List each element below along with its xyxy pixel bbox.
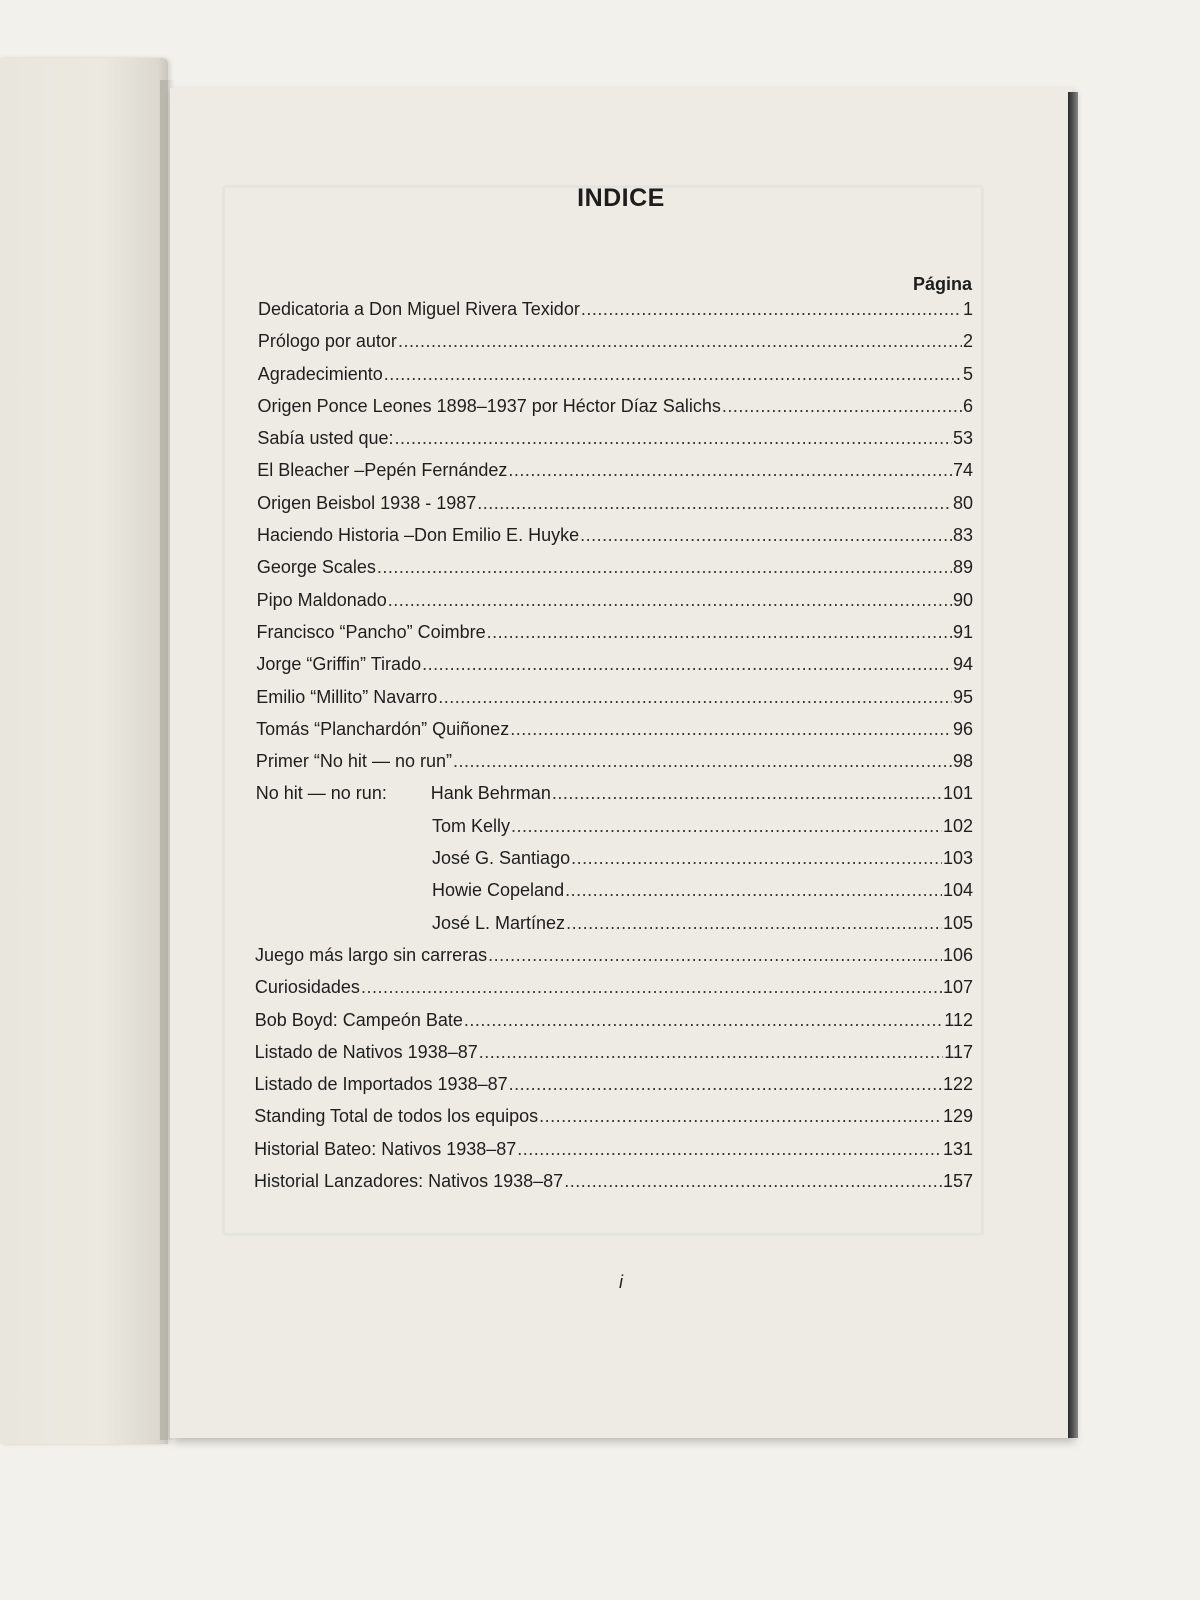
toc-entry: [254, 1170, 973, 1192]
toc-entry-title: Tom Kelly: [432, 815, 511, 836]
toc-entry-page: 80: [952, 492, 973, 513]
toc-entry-page: 83: [952, 525, 973, 546]
toc-entry: [258, 395, 973, 417]
toc-entry-title: George Scales: [256, 557, 376, 578]
toc-leader-dots: [464, 1009, 943, 1031]
toc-entry-page: 90: [952, 589, 973, 610]
page-column-header: Página: [912, 274, 972, 294]
toc-entry-page: 157: [942, 1171, 973, 1191]
toc-entry-page: 104: [942, 880, 973, 901]
toc-entry-title: Emilio “Millito” Navarro: [256, 686, 438, 707]
toc-entry-title: Agradecimiento: [257, 363, 383, 384]
toc-entry-title: El Bleacher –Pepén Fernández: [257, 460, 508, 481]
toc-leader-dots: [511, 815, 942, 837]
toc-entry-page: 107: [942, 977, 973, 998]
toc-leader-dots: [722, 395, 962, 417]
toc-entry-page: 102: [942, 815, 973, 836]
toc-leader-dots: [377, 556, 952, 578]
toc-entry: [254, 1138, 973, 1160]
toc-entry-page: 6: [962, 395, 973, 416]
toc-entry-page: 117: [944, 1041, 973, 1062]
toc-entry: [257, 621, 973, 643]
toc-entry-page: 96: [952, 718, 973, 739]
toc-entry: [432, 912, 973, 934]
toc-entry-title: Listado de Importados 1938–87: [254, 1074, 508, 1095]
toc-entry-title: José G. Santiago: [432, 848, 571, 869]
toc-leader-dots: [565, 879, 942, 901]
toc-entry-page: 91: [952, 621, 973, 642]
toc-entry-page: 103: [942, 848, 973, 869]
toc-entry: [255, 1009, 973, 1031]
toc-leader-dots: [361, 976, 942, 998]
toc-entry: [257, 589, 973, 611]
toc-leader-dots: [510, 718, 952, 740]
toc-leader-dots: [580, 524, 952, 546]
toc-entry-page: 95: [952, 686, 973, 707]
toc-entry: [254, 1073, 973, 1095]
toc-entry-title: Origen Ponce Leones 1898–1937 por Héctor Díaz Salichs: [257, 395, 721, 416]
toc-leader-dots: [438, 686, 952, 708]
toc-entry-title: Pipo Maldonado: [256, 589, 387, 610]
toc-entry: [258, 298, 973, 320]
toc-leader-dots: [581, 298, 962, 320]
toc-entry-page: 105: [942, 912, 973, 933]
toc-leader-dots: [453, 750, 952, 772]
toc-entry-title: Curiosidades: [254, 977, 360, 998]
toc-entry-page: 131: [942, 1138, 973, 1159]
toc-entry: [257, 459, 973, 481]
toc-leader-dots: [422, 653, 952, 675]
toc-leader-dots: [539, 1105, 942, 1127]
toc-entry-title: Standing Total de todos los equipos: [254, 1106, 539, 1127]
toc-leader-dots: [388, 589, 952, 611]
toc-entry: [432, 879, 973, 901]
toc-entry-page: 122: [942, 1074, 973, 1095]
toc-entry-title: Haciendo Historia –Don Emilio E. Huyke: [256, 525, 580, 546]
toc-entry: [256, 653, 973, 675]
toc-leader-dots: [508, 459, 952, 481]
toc-entry-page: 2: [962, 331, 973, 352]
toc-entry-page: 5: [962, 363, 973, 384]
toc-leader-dots: [564, 1170, 942, 1192]
toc-entry-title: Francisco “Pancho” Coimbre: [256, 621, 486, 642]
toc-entry-page: 129: [942, 1106, 973, 1127]
toc-entry: [255, 976, 973, 998]
toc-entry: [255, 1041, 973, 1063]
toc-entry: [258, 330, 973, 352]
toc-entry-page: 94: [952, 654, 973, 675]
toc-entry-title: Historial Bateo: Nativos 1938–87: [254, 1138, 517, 1159]
toc-entry-title: Sabía usted que:: [257, 428, 394, 449]
toc-leader-dots: [517, 1138, 942, 1160]
toc-entry-title: Historial Lanzadores: Nativos 1938–87: [254, 1171, 564, 1191]
toc-leader-dots: [477, 492, 952, 514]
toc-leader-dots: [384, 363, 962, 385]
toc-entry-title: Jorge “Griffin” Tirado: [256, 654, 422, 675]
toc-entry: [256, 782, 973, 804]
page-number: i: [619, 1272, 623, 1292]
toc-entry-page: 1: [962, 299, 973, 319]
toc-entry-title: Juego más largo sin carreras: [255, 944, 488, 965]
toc-entry-title: Hank Behrman: [430, 783, 551, 804]
toc-leader-dots: [487, 621, 952, 643]
toc-group-label: No hit — no run:: [255, 783, 387, 804]
toc-leader-dots: [509, 1073, 942, 1095]
toc-leader-dots: [552, 782, 942, 804]
toc-entry-title: Tomás “Planchardón” Quiñonez: [256, 718, 510, 739]
toc-entry-title: Origen Beisbol 1938 - 1987: [257, 492, 477, 513]
toc-entry: [258, 363, 973, 385]
toc-entry: [257, 427, 973, 449]
toc-entry: [432, 815, 973, 837]
toc-entry: [432, 847, 973, 869]
toc-leader-dots: [479, 1041, 944, 1063]
toc-entry-title: Bob Boyd: Campeón Bate: [254, 1009, 463, 1030]
toc-entry-page: 112: [944, 1009, 973, 1030]
toc-entry-page: 101: [942, 783, 973, 804]
toc-entry: [255, 944, 973, 966]
toc-entry-page: 98: [952, 751, 973, 772]
toc-entry-title: Primer “No hit — no run”: [255, 751, 452, 772]
page-title: INDICE: [577, 184, 665, 212]
toc-entry: [257, 492, 973, 514]
toc-leader-dots: [566, 912, 942, 934]
toc-entry: [256, 718, 973, 740]
toc-entry: [257, 524, 973, 546]
toc-leader-dots: [571, 847, 942, 869]
toc-leader-dots: [488, 944, 942, 966]
toc-entry-title: Howie Copeland: [432, 880, 565, 901]
toc-entry-title: Prólogo por autor: [257, 331, 397, 352]
toc-entry-page: 53: [952, 428, 973, 449]
toc-entry-page: 89: [952, 557, 973, 578]
toc-entry: [256, 686, 973, 708]
toc-entry: [257, 556, 973, 578]
toc-leader-dots: [395, 427, 952, 449]
toc-entry-title: Dedicatoria a Don Miguel Rivera Texidor: [258, 299, 580, 319]
toc-entry-title: Listado de Nativos 1938–87: [254, 1041, 478, 1062]
toc-entry-page: 106: [942, 944, 973, 965]
toc-entry-page: 74: [952, 460, 973, 481]
toc-leader-dots: [398, 330, 962, 352]
toc-entry-title: José L. Martínez: [432, 912, 566, 933]
toc-entry: [256, 750, 973, 772]
toc-entry: [254, 1105, 973, 1127]
